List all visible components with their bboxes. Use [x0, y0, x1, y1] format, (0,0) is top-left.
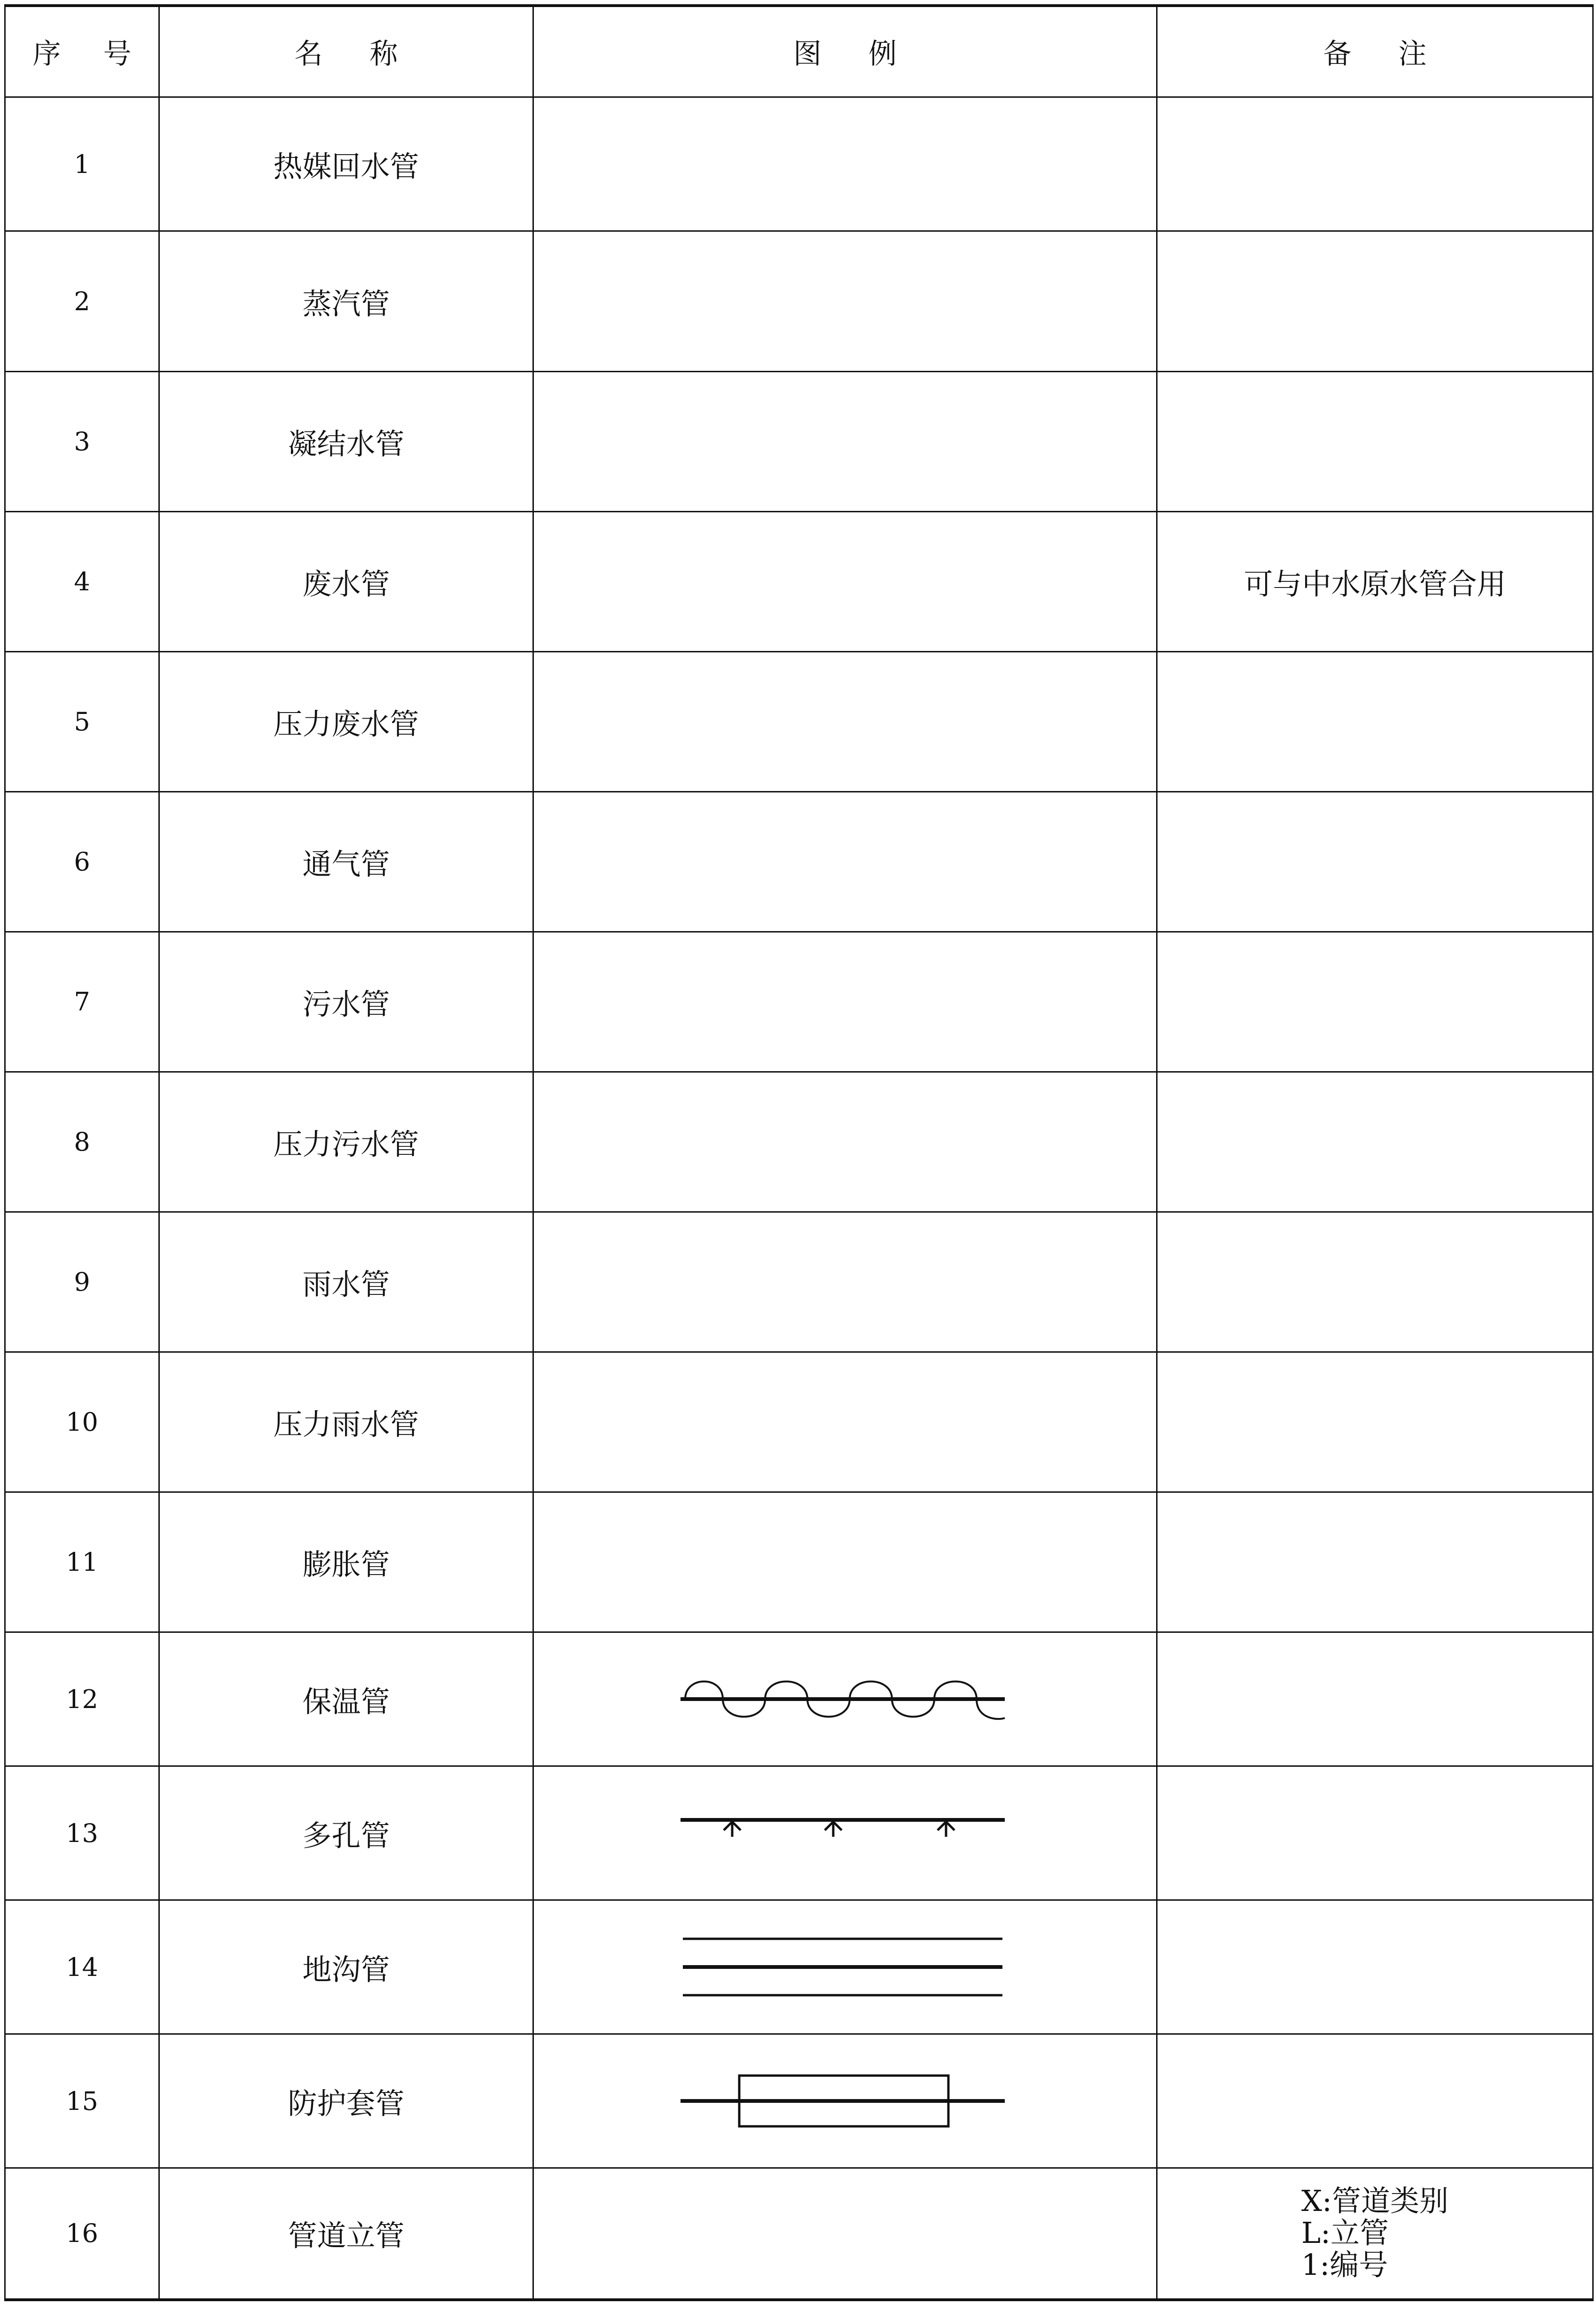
- triple-line-icon: [681, 1934, 1009, 2000]
- row-name: 污水管: [159, 932, 533, 1072]
- row-name: 保温管: [159, 1632, 533, 1766]
- row-seq: 10: [5, 1352, 159, 1492]
- row-note: [1157, 97, 1593, 231]
- row-seq: 1: [5, 97, 159, 231]
- sleeve-line-icon: [681, 2073, 1009, 2129]
- row-note: [1157, 652, 1593, 792]
- row-name: 压力雨水管: [159, 1352, 533, 1492]
- header-legend: 图 例: [533, 6, 1157, 97]
- row-name: 防护套管: [159, 2034, 533, 2168]
- header-row: [5, 6, 1593, 97]
- table-row: [5, 1492, 1593, 1632]
- row-note: [1157, 231, 1593, 372]
- row-name: 压力污水管: [159, 1072, 533, 1212]
- table-row: [5, 97, 1593, 231]
- row-seq: 8: [5, 1072, 159, 1212]
- header-note: 备 注: [1157, 6, 1593, 97]
- row-legend: [533, 792, 1157, 932]
- row-legend: [533, 231, 1157, 372]
- perforated-line-icon: [681, 1814, 1009, 1852]
- row-seq: 9: [5, 1212, 159, 1352]
- row-name: 废水管: [159, 512, 533, 652]
- table-row: [5, 231, 1593, 372]
- row-name: 蒸汽管: [159, 231, 533, 372]
- row-note: 可与中水原水管合用: [1157, 512, 1593, 652]
- row-name: 膨胀管: [159, 1492, 533, 1632]
- row-legend: [533, 932, 1157, 1072]
- row-seq: 12: [5, 1632, 159, 1766]
- row-name: 热媒回水管: [159, 97, 533, 231]
- note-line: L:立管: [1301, 2215, 1389, 2250]
- row-seq: 4: [5, 512, 159, 652]
- table-row: [5, 372, 1593, 512]
- legend-table: [4, 4, 1594, 2301]
- note-line: 1:编号: [1301, 2247, 1388, 2282]
- row-name: 通气管: [159, 792, 533, 932]
- row-seq: 11: [5, 1492, 159, 1632]
- table-row: [5, 1766, 1593, 1900]
- table-row: [5, 512, 1593, 652]
- table-row: [5, 1352, 1593, 1492]
- table-row: [5, 1632, 1593, 1766]
- row-seq: 14: [5, 1900, 159, 2034]
- row-legend: [533, 1632, 1157, 1766]
- header-name: 名 称: [159, 6, 533, 97]
- wave-line-icon: [681, 1673, 1009, 1725]
- table-row: [5, 652, 1593, 792]
- row-seq: 7: [5, 932, 159, 1072]
- row-note: [1157, 2168, 1593, 2300]
- row-name: 管道立管: [159, 2168, 533, 2300]
- table-row: [5, 932, 1593, 1072]
- row-name: 雨水管: [159, 1212, 533, 1352]
- row-legend: [533, 372, 1157, 512]
- row-legend: [533, 1900, 1157, 2034]
- row-legend: [533, 97, 1157, 231]
- row-seq: 5: [5, 652, 159, 792]
- row-note: [1157, 792, 1593, 932]
- row-seq: 3: [5, 372, 159, 512]
- row-legend: [533, 1212, 1157, 1352]
- row-seq: 13: [5, 1766, 159, 1900]
- table-row: [5, 1900, 1593, 2034]
- row-seq: 2: [5, 231, 159, 372]
- row-legend: [533, 652, 1157, 792]
- row-seq: 15: [5, 2034, 159, 2168]
- header-seq: 序 号: [5, 6, 159, 97]
- row-legend: [533, 512, 1157, 652]
- row-note: [1157, 932, 1593, 1072]
- table-row: [5, 2034, 1593, 2168]
- table-row: [5, 2168, 1593, 2300]
- table-row: [5, 1072, 1593, 1212]
- row-name: 凝结水管: [159, 372, 533, 512]
- row-legend: [533, 1492, 1157, 1632]
- table-row: [5, 792, 1593, 932]
- row-name: 地沟管: [159, 1900, 533, 2034]
- row-note: [1157, 1766, 1593, 1900]
- row-legend: [533, 2168, 1157, 2300]
- row-legend: [533, 1072, 1157, 1212]
- note-lines: [1301, 2185, 1448, 2281]
- row-note: [1157, 1212, 1593, 1352]
- row-note: [1157, 1072, 1593, 1212]
- note-line: X:管道类别: [1301, 2183, 1449, 2218]
- row-legend: [533, 2034, 1157, 2168]
- row-note: [1157, 1352, 1593, 1492]
- row-note: [1157, 1632, 1593, 1766]
- row-name: 多孔管: [159, 1766, 533, 1900]
- row-seq: 6: [5, 792, 159, 932]
- row-note: [1157, 1900, 1593, 2034]
- row-note: [1157, 2034, 1593, 2168]
- row-note: [1157, 1492, 1593, 1632]
- table-row: [5, 1212, 1593, 1352]
- row-name: 压力废水管: [159, 652, 533, 792]
- row-seq: 16: [5, 2168, 159, 2300]
- row-legend: [533, 1766, 1157, 1900]
- row-legend: [533, 1352, 1157, 1492]
- row-note: [1157, 372, 1593, 512]
